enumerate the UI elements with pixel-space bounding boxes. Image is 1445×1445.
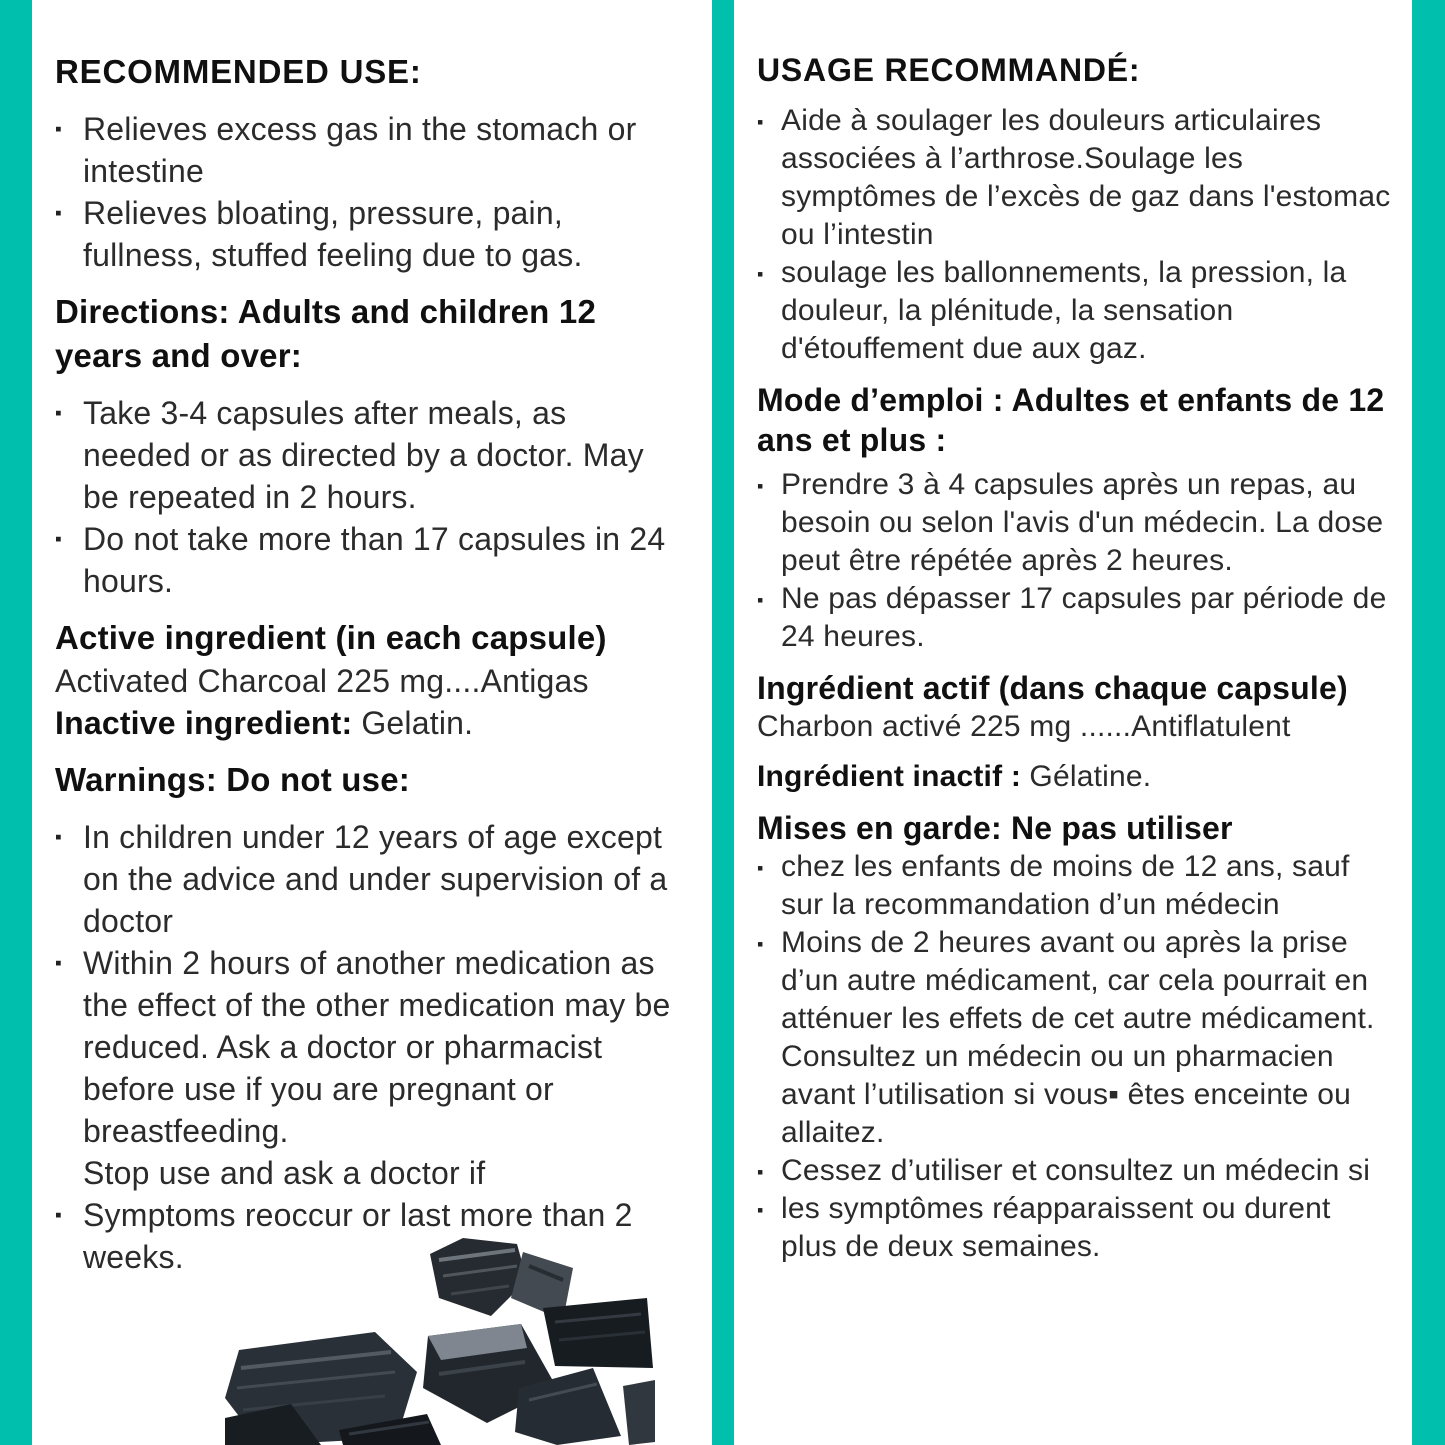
- list-item: [55, 392, 675, 518]
- mises-en-garde-heading: Mises en garde: Ne pas utiliser: [757, 810, 1233, 846]
- warning-bullet-text: Moins de 2 heures avant ou après la prise d’un autre médicament, car cela pourrait en atténuer les effets de cet autre médicament. Consultez un médecin ou un pharmacien avant l’utilisation si vous▪ êtes enceinte ou allaitez.: [781, 926, 1375, 1149]
- english-column: [55, 0, 675, 1278]
- right-border-stripe: [1412, 0, 1445, 1445]
- mode-emploi-heading: Mode d’emploi : Adultes et enfants de 12 ans et plus :: [757, 382, 1385, 458]
- ingredient-inactif-label: Ingrédient inactif :: [757, 760, 1022, 793]
- list-item: [55, 518, 675, 602]
- warning-bullet-text: In children under 12 years of age except on the advice and under supervision of a doctor: [83, 819, 668, 939]
- inactive-ingredient-value: Gelatin.: [361, 705, 474, 741]
- ingredient-actif-value: Charbon activé 225 mg ......Antiflatulent: [757, 710, 1291, 743]
- ingredient-actif-heading: Ingrédient actif (dans chaque capsule): [757, 670, 1348, 706]
- usage-recommande-list: [757, 102, 1393, 368]
- french-column: [757, 0, 1393, 1266]
- list-item: [757, 1152, 1393, 1190]
- warning-bullet-text: les symptômes réapparaissent ou durent plus de deux semaines.: [781, 1192, 1331, 1263]
- list-item: [55, 942, 675, 1194]
- recommended-use-list: [55, 108, 675, 276]
- bullet-icon: ▪: [55, 529, 62, 550]
- bullet-icon: ▪: [55, 403, 62, 424]
- stop-use-line: Stop use and ask a doctor if: [83, 1155, 486, 1191]
- warning-bullet-main: Within 2 hours of another medication as the effect of the other medication may be reduced. Ask a doctor or pharmacist before use if you are pregnant or breastfeeding.: [83, 945, 671, 1149]
- directions-heading: Directions: Adults and children 12 years and over:: [55, 293, 597, 374]
- bullet-icon: ▪: [757, 590, 764, 610]
- list-item: [55, 816, 675, 942]
- directions-bullet-text: Prendre 3 à 4 capsules après un repas, au besoin ou selon l'avis d'un médecin. La dose peut être répétée après 2 heures.: [781, 468, 1384, 577]
- center-divider-stripe: [712, 0, 734, 1445]
- directions-bullet-text: Take 3-4 capsules after meals, as needed or as directed by a doctor. May be repeated in 2 hours.: [83, 395, 644, 515]
- list-item: [757, 580, 1393, 656]
- recommended-use-heading: RECOMMENDED USE:: [55, 53, 422, 90]
- directions-list: [55, 392, 675, 602]
- bullet-icon: ▪: [757, 934, 764, 954]
- bullet-icon: ▪: [757, 264, 764, 284]
- mode-emploi-list: [757, 466, 1393, 656]
- ingredient-inactif-line: [757, 758, 1393, 796]
- use-bullet-text: Relieves excess gas in the stomach or intestine: [83, 111, 637, 189]
- charcoal-pieces-photo: [225, 1236, 655, 1445]
- warnings-heading: Warnings: Do not use:: [55, 761, 410, 798]
- list-item: [757, 1190, 1393, 1266]
- usage-recommande-heading: USAGE RECOMMANDÉ:: [757, 52, 1141, 88]
- warnings-list: [55, 816, 675, 1278]
- ingredient-inactif-value: Gélatine.: [1029, 760, 1152, 793]
- bullet-icon: ▪: [55, 953, 62, 974]
- inactive-ingredient-line: [55, 702, 675, 744]
- bullet-icon: ▪: [757, 858, 764, 878]
- directions-bullet-text: Do not take more than 17 capsules in 24 hours.: [83, 521, 666, 599]
- active-ingredient-heading: Active ingredient (in each capsule): [55, 619, 607, 656]
- left-border-stripe: [0, 0, 32, 1445]
- warning-bullet-text: Cessez d’utiliser et consultez un médecin si: [781, 1154, 1371, 1187]
- bullet-icon: ▪: [55, 1205, 62, 1226]
- inactive-ingredient-label: Inactive ingredient:: [55, 705, 353, 741]
- list-item: [55, 108, 675, 192]
- use-bullet-text: Aide à soulager les douleurs articulaires associées à l’arthrose.Soulage les symptômes de l’excès de gaz dans l'estomac ou l’intestin: [781, 104, 1391, 251]
- warning-bullet-text: chez les enfants de moins de 12 ans, sauf sur la recommandation d’un médecin: [781, 850, 1350, 921]
- use-bullet-text: Relieves bloating, pressure, pain, fullness, stuffed feeling due to gas.: [83, 195, 583, 273]
- list-item: [757, 848, 1393, 924]
- bullet-icon: ▪: [757, 476, 764, 496]
- warning-bullet-text: Symptoms reoccur or last more than 2 weeks.: [83, 1197, 633, 1275]
- list-item: [757, 924, 1393, 1152]
- bullet-icon: ▪: [55, 203, 62, 224]
- list-item: [757, 254, 1393, 368]
- list-item: [757, 102, 1393, 254]
- warning-bullet-text: [83, 942, 675, 1194]
- bullet-icon: ▪: [757, 1162, 764, 1182]
- bullet-icon: ▪: [757, 1200, 764, 1220]
- list-item: [757, 466, 1393, 580]
- bullet-icon: ▪: [757, 112, 764, 132]
- use-bullet-text: soulage les ballonnements, la pression, la douleur, la plénitude, la sensation d'étouffement due aux gaz.: [781, 256, 1347, 365]
- active-ingredient-value: Activated Charcoal 225 mg....Antigas: [55, 663, 589, 699]
- directions-bullet-text: Ne pas dépasser 17 capsules par période de 24 heures.: [781, 582, 1387, 653]
- bullet-icon: ▪: [55, 827, 62, 848]
- list-item: [55, 192, 675, 276]
- bullet-icon: ▪: [55, 119, 62, 140]
- mises-en-garde-list: [757, 848, 1393, 1266]
